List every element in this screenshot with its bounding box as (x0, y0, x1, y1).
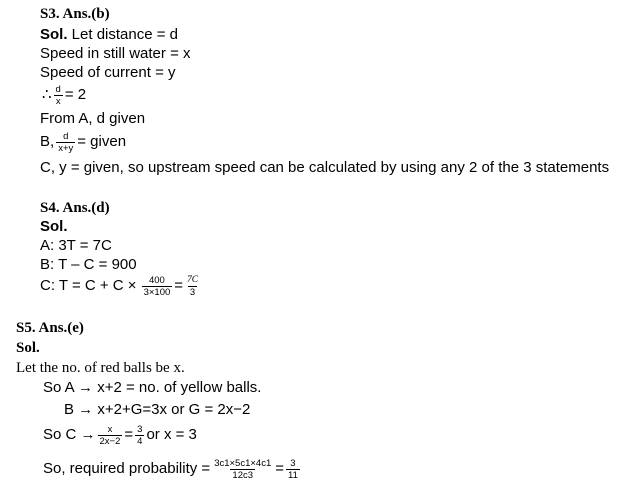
fraction-numerator: 3 (290, 457, 296, 469)
fraction-numerator: 400 (148, 274, 165, 286)
equals-sign: = (275, 460, 284, 477)
s4-sol-label: Sol. (40, 218, 68, 235)
fraction-denominator: 3 (189, 286, 196, 298)
s3-b-prefix: B, (40, 133, 55, 150)
fraction-denominator: 3×100 (143, 286, 171, 298)
s5-probability-line (43, 452, 302, 486)
s4-heading: S4. Ans.(d) (40, 200, 110, 216)
fraction-denominator: 2x−2 (99, 435, 121, 447)
s5-fraction-3-11 (286, 458, 300, 481)
equals-sign: = (124, 426, 134, 443)
equals-sign: = (174, 277, 184, 294)
s4-c-line (40, 271, 202, 301)
fraction-numerator: 3c1×5c1×4c1 (214, 457, 272, 469)
fraction-denominator: 4 (137, 435, 143, 447)
fraction-numerator: 7C (187, 274, 199, 285)
fraction-denominator: x (55, 95, 61, 107)
s3-current-line: Speed of current = y (40, 64, 176, 81)
fraction-denominator: 12c3 (232, 469, 254, 481)
s5-c-suffix: or x = 3 (146, 426, 197, 443)
s5-fraction-combinations (212, 458, 273, 481)
s3-from-a-line: From A, d given (40, 110, 146, 127)
s5-so-a-line: So A → x+2 = no. of yellow balls. (43, 379, 262, 396)
s4-c-prefix: C: T = C + C × (40, 277, 137, 294)
fraction-numerator: d (55, 83, 61, 95)
s3-fraction-d-xy (56, 131, 75, 154)
s3-sol-line (40, 25, 178, 45)
s3-sol-text: Let distance = d (67, 26, 179, 43)
s3-b-line (40, 127, 126, 157)
therefore-symbol: ∴ (42, 86, 52, 103)
s5-b-line: B → x+2+G=3x or G = 2x−2 (64, 401, 251, 418)
s3-ratio-rhs: = 2 (64, 86, 87, 103)
s3-sol-label: Sol. (40, 26, 68, 43)
fraction-numerator: d (63, 130, 69, 142)
s5-fraction-x (98, 424, 123, 447)
s3-speed-line: Speed in still water = x (40, 45, 191, 62)
fraction-denominator: x+y (58, 142, 74, 154)
s5-let-line: Let the no. of red balls be x. (16, 360, 185, 376)
s4-fraction-7c (185, 275, 200, 298)
s3-heading: S3. Ans.(b) (40, 6, 110, 22)
s5-fraction-3-4 (135, 424, 144, 447)
s5-heading: S5. Ans.(e) (16, 320, 84, 336)
s3-ratio-line (42, 80, 86, 110)
s5-c-line (43, 420, 197, 450)
s5-c-prefix: So C → (43, 426, 96, 443)
s5-sol-label: Sol. (16, 340, 40, 356)
s5-prob-prefix: So, required probability = (43, 460, 211, 477)
s4-fraction-400 (142, 275, 173, 298)
s4-b-line: B: T – C = 900 (40, 256, 137, 273)
s3-fraction-d-x (54, 84, 63, 107)
fraction-numerator: 3 (137, 423, 143, 435)
fraction-denominator: 11 (288, 469, 298, 481)
s4-a-line: A: 3T = 7C (40, 237, 112, 254)
s3-c-line: C, y = given, so upstream speed can be calculated by using any 2 of the 3 statements (40, 159, 610, 176)
fraction-numerator: x (107, 423, 113, 435)
s3-b-rhs: = given (77, 133, 127, 150)
